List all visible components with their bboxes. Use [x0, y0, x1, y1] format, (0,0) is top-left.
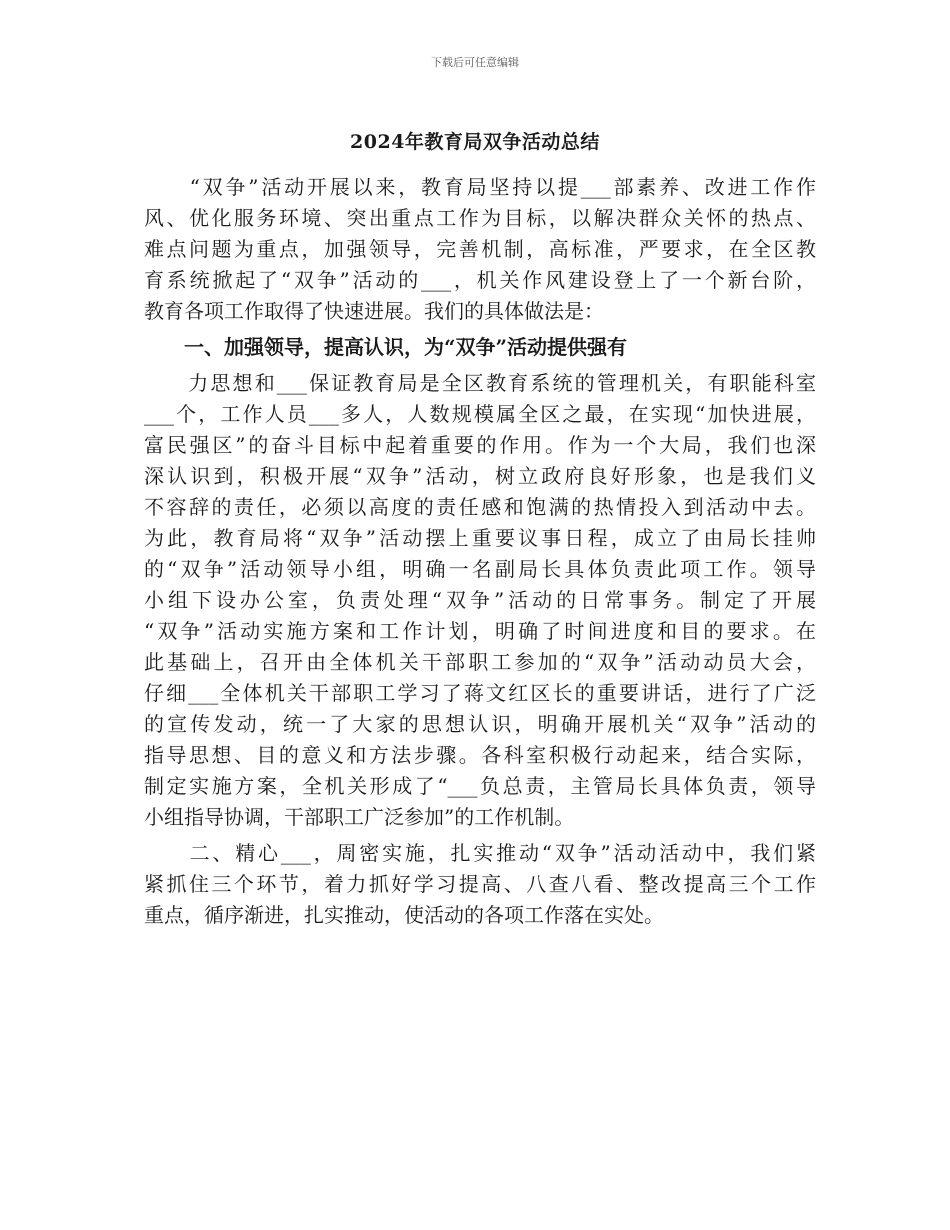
- text-line: 一、加强领导，提高认识，为“双争”活动提供强有: [144, 335, 628, 359]
- text-line: 风、优化服务环境、突出重点工作为目标，以解决群众关怀的热点、: [144, 206, 816, 230]
- document-title: 2024年教育局双争活动总结: [350, 131, 600, 153]
- text-line: 深认识到，积极开展“双争”活动，树立政府良好形象，也是我们义: [144, 464, 816, 488]
- paragraph-section-2: [144, 838, 816, 931]
- header-note: 下载后可任意编辑: [431, 56, 519, 69]
- text-line: “双争”活动实施方案和工作计划，明确了时间进度和目的要求。在: [144, 619, 816, 643]
- text-line: “双争”活动开展以来，教育局坚持以提___部素养、改进工作作: [144, 175, 816, 199]
- text-line: 不容辞的责任，必须以高度的责任感和饱满的热情投入到活动中去。: [144, 495, 816, 519]
- section-heading-1: [144, 332, 816, 363]
- text-line: ___个，工作人员___多人，人数规模属全区之最，在实现“加快进展，: [144, 402, 816, 426]
- text-line: 此基础上，召开由全体机关干部职工参加的“双争”活动动员大会，: [144, 650, 816, 674]
- text-line: 富民强区”的奋斗目标中起着重要的作用。作为一个大局，我们也深: [144, 433, 816, 457]
- paragraph-intro: [144, 172, 816, 327]
- text-line: 难点问题为重点，加强领导，完善机制，高标准，严要求，在全区教: [144, 237, 816, 261]
- text-line: 小组下设办公室，负责处理“双争”活动的日常事务。制定了开展: [144, 588, 816, 612]
- text-line: 教育各项工作取得了快速进展。我们的具体做法是：: [144, 299, 604, 323]
- text-line: 制定实施方案，全机关形成了“___负总责，主管局长具体负责，领导: [144, 774, 816, 798]
- text-line: 力思想和___保证教育局是全区教育系统的管理机关，有职能科室: [144, 371, 816, 395]
- text-line: 的宣传发动，统一了大家的思想认识，明确开展机关“双争”活动的: [144, 712, 816, 736]
- text-line: 指导思想、目的意义和方法步骤。各科室积极行动起来，结合实际，: [144, 743, 816, 767]
- text-line: 育系统掀起了“双争”活动的___，机关作风建设登上了一个新台阶，: [144, 268, 816, 292]
- text-line: 重点，循序渐进，扎实推动，使活动的各项工作落在实处。: [144, 903, 664, 927]
- document-body: [144, 172, 816, 931]
- text-line: 小组指导协调，干部职工广泛参加”的工作机制。: [144, 805, 575, 829]
- text-line: 二、精心___，周密实施，扎实推动“双争”活动活动中，我们紧: [144, 841, 816, 865]
- text-line: 的“双争”活动领导小组，明确一名副局长具体负责此项工作。领导: [144, 557, 816, 581]
- paragraph-section-1: [144, 368, 816, 833]
- text-line: 仔细___全体机关干部职工学习了蒋文红区长的重要讲话，进行了广泛: [144, 681, 816, 705]
- text-line: 紧抓住三个环节，着力抓好学习提高、八查八看、整改提高三个工作: [144, 872, 816, 896]
- text-line: 为此，教育局将“双争”活动摆上重要议事日程，成立了由局长挂帅: [144, 526, 816, 550]
